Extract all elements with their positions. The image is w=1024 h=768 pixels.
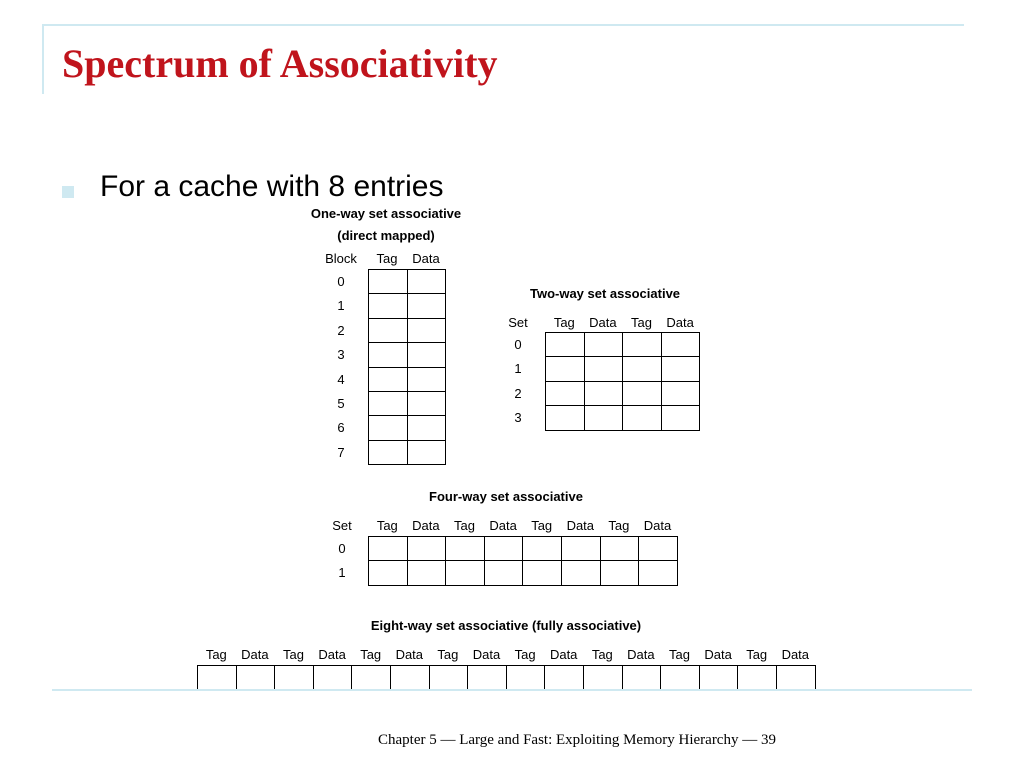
four-way-col-label: Tag — [531, 518, 553, 533]
bullet-square-icon — [62, 186, 74, 198]
one-way-row — [369, 294, 446, 318]
one-way-subheading: (direct mapped) — [337, 228, 435, 243]
one-way-row-label: 3 — [337, 347, 345, 363]
eight-way-col-label: Tag — [514, 647, 536, 662]
eight-way-col-label: Tag — [746, 647, 768, 662]
eight-way-col-label: Tag — [591, 647, 613, 662]
one-way-cell — [407, 416, 446, 440]
one-way-row-label: 7 — [337, 444, 345, 460]
two-way-cell — [546, 406, 585, 430]
eight-way-col-label: Tag — [283, 647, 304, 662]
two-way-cell — [623, 357, 662, 381]
eight-way-cell — [352, 666, 391, 690]
eight-way-col-label: Tag — [205, 647, 227, 662]
one-way-row — [369, 343, 446, 367]
four-way-cell — [561, 561, 600, 585]
four-way-cell — [369, 561, 408, 585]
four-way-cell — [561, 537, 600, 561]
eight-way-col-label: Data — [704, 647, 732, 662]
four-way-cell — [407, 537, 446, 561]
eight-way-col-label: Tag — [669, 647, 690, 662]
eight-way-cell — [622, 666, 661, 690]
four-way-row-label: 1 — [338, 565, 346, 581]
eight-way-col-label: Tag — [360, 647, 382, 662]
four-way-col-label: Data — [412, 518, 440, 533]
eight-way-cell — [236, 666, 275, 690]
eight-way-cell — [506, 666, 545, 690]
two-way-row-label: 1 — [514, 361, 522, 377]
one-way-row — [369, 270, 446, 294]
two-way-col-label: Tag — [553, 315, 575, 330]
four-way-cell — [407, 561, 446, 585]
one-way-cell — [407, 294, 446, 318]
one-way-row — [369, 367, 446, 391]
one-way-row-label: 5 — [337, 396, 345, 411]
two-way-cell — [623, 333, 662, 357]
one-way-cell — [369, 416, 408, 440]
four-way-col-label: Data — [566, 518, 595, 533]
one-way-heading: One-way set associative — [310, 206, 462, 221]
eight-way-col-label: Tag — [437, 647, 459, 662]
one-way-cell — [407, 270, 446, 294]
one-way-col-data: Data — [412, 251, 440, 266]
eight-way-col-label: Data — [549, 647, 578, 662]
eight-way-cell — [661, 666, 700, 690]
eight-way-grid — [197, 665, 816, 690]
one-way-row-label: 4 — [337, 371, 345, 387]
two-way-cell — [661, 381, 700, 405]
two-way-row — [546, 381, 700, 405]
two-way-row — [546, 406, 700, 430]
two-way-cell — [661, 357, 700, 381]
one-way-col-tag: Tag — [376, 251, 398, 266]
two-way-row-label: 2 — [514, 385, 522, 401]
four-way-cell — [484, 537, 523, 561]
four-way-row-label: 0 — [338, 541, 346, 556]
one-way-row-label: 0 — [337, 274, 345, 289]
two-way-col-label: Data — [589, 315, 617, 330]
one-way-cell — [407, 318, 446, 342]
two-way-row — [546, 357, 700, 381]
two-way-grid — [545, 332, 700, 431]
two-way-cell — [584, 381, 623, 405]
two-way-cell — [546, 357, 585, 381]
eight-way-cell — [776, 666, 815, 690]
four-way-row — [369, 537, 678, 561]
two-way-col-set: Set — [508, 315, 528, 330]
two-way-col-label: Tag — [631, 315, 652, 330]
two-way-cell — [584, 333, 623, 357]
eight-way-cell — [738, 666, 777, 690]
one-way-row — [369, 416, 446, 440]
four-way-cell — [446, 537, 485, 561]
one-way-cell — [369, 270, 408, 294]
two-way-cell — [584, 406, 623, 430]
eight-way-col-label: Data — [627, 647, 655, 662]
one-way-cell — [369, 391, 408, 415]
four-way-col-label: Tag — [376, 518, 398, 533]
one-way-cell — [369, 294, 408, 318]
one-way-row — [369, 318, 446, 342]
footer-rule — [52, 689, 972, 691]
two-way-cell — [546, 381, 585, 405]
one-way-cell — [407, 367, 446, 391]
four-way-cell — [523, 537, 562, 561]
one-way-row — [369, 391, 446, 415]
two-way-cell — [623, 406, 662, 430]
one-way-cell — [369, 440, 408, 464]
four-way-cell — [446, 561, 485, 585]
four-way-col-label: Tag — [608, 518, 630, 533]
one-way-cell — [369, 343, 408, 367]
two-way-cell — [584, 357, 623, 381]
four-way-grid — [368, 536, 678, 586]
one-way-row-label: 1 — [337, 298, 345, 314]
four-way-cell — [600, 561, 639, 585]
slide-footer: Chapter 5 — Large and Fast: Exploiting Memory Hierarchy — 39 — [378, 732, 776, 748]
left-rule — [42, 24, 44, 94]
slide-title: Spectrum of Associativity — [62, 41, 498, 86]
four-way-cell — [484, 561, 523, 585]
eight-way-row — [198, 666, 816, 690]
one-way-row — [369, 440, 446, 464]
four-way-cell — [600, 537, 639, 561]
eight-way-col-label: Data — [241, 647, 269, 662]
one-way-cell — [407, 440, 446, 464]
four-way-col-label: Tag — [454, 518, 475, 533]
eight-way-cell — [468, 666, 507, 690]
two-way-col-label: Data — [666, 315, 694, 330]
four-way-cell — [639, 537, 678, 561]
eight-way-col-label: Data — [472, 647, 501, 662]
two-way-heading: Two-way set associative — [529, 286, 681, 301]
one-way-grid — [368, 269, 446, 465]
four-way-row — [369, 561, 678, 585]
two-way-cell — [661, 333, 700, 357]
eight-way-cell — [390, 666, 429, 690]
four-way-cell — [369, 537, 408, 561]
one-way-cell — [407, 391, 446, 415]
four-way-col-set: Set — [332, 518, 352, 533]
four-way-col-label: Data — [489, 518, 517, 533]
two-way-cell — [546, 333, 585, 357]
four-way-cell — [523, 561, 562, 585]
eight-way-col-label: Data — [395, 647, 424, 662]
eight-way-cell — [275, 666, 314, 690]
eight-way-cell — [198, 666, 237, 690]
one-way-col-block: Block — [325, 251, 357, 266]
four-way-cell — [639, 561, 678, 585]
bullet-text: For a cache with 8 entries — [100, 170, 444, 203]
eight-way-cell — [583, 666, 622, 690]
one-way-cell — [407, 343, 446, 367]
two-way-row-label: 3 — [514, 410, 522, 426]
eight-way-heading: Eight-way set associative (fully associative) — [370, 618, 642, 633]
one-way-cell — [369, 318, 408, 342]
eight-way-cell — [545, 666, 584, 690]
top-rule — [42, 24, 964, 26]
eight-way-col-label: Data — [781, 647, 810, 662]
two-way-cell — [623, 381, 662, 405]
two-way-row — [546, 333, 700, 357]
two-way-cell — [661, 406, 700, 430]
eight-way-col-label: Data — [318, 647, 346, 662]
four-way-heading: Four-way set associative — [429, 489, 583, 504]
eight-way-cell — [699, 666, 738, 690]
eight-way-cell — [313, 666, 352, 690]
one-way-row-label: 2 — [337, 322, 345, 338]
one-way-row-label: 6 — [337, 420, 345, 436]
four-way-col-label: Data — [643, 518, 672, 533]
eight-way-cell — [429, 666, 468, 690]
two-way-row-label: 0 — [514, 337, 522, 352]
one-way-cell — [369, 367, 408, 391]
